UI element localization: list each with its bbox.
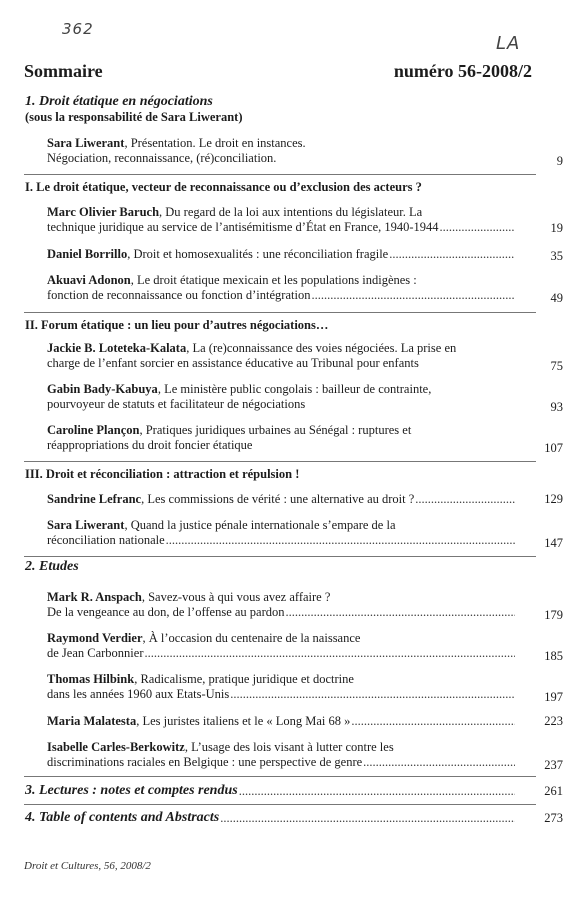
toc-entry[interactable] <box>47 740 563 772</box>
entry-title-line1: , Le droit étatique mexicain et les populations indigènes : <box>130 273 417 287</box>
entry-title-line2: discriminations raciales en Belgique : une perspective de genre <box>47 755 363 769</box>
entry-author: Jackie B. Loteteka-Kalata <box>47 341 187 355</box>
handwritten-initials: LA <box>496 33 521 54</box>
entry-title-line2: De la vengeance au don, de l’offense au pardon <box>47 605 285 619</box>
entry-title-line1: , Droit et homosexualités : une réconciliation fragile <box>127 247 389 261</box>
footer: Droit et Cultures, 56, 2008/2 <box>24 860 151 872</box>
handwritten-number: 362 <box>62 20 94 38</box>
part1-subtitle: (sous la responsabilité de Sara Liwerant) <box>25 110 243 124</box>
entry-author: Sara Liwerant <box>47 518 125 532</box>
entry-page: 261 <box>544 784 563 798</box>
entry-author: Sandrine Lefranc <box>47 492 142 506</box>
entry-title-line2: fonction de reconnaissance ou fonction d’intégration <box>47 288 311 302</box>
toc-entry[interactable] <box>47 492 563 507</box>
entry-author: Raymond Verdier <box>47 631 143 645</box>
entry-author: Mark R. Anspach <box>47 590 142 604</box>
entry-title-line1: , Quand la justice pénale internationale s’empare de la <box>124 518 396 532</box>
entry-page: 223 <box>544 714 563 728</box>
entry-title-line1: , Savez-vous à qui vous avez affaire ? <box>141 590 331 604</box>
entry-title-line2: de Jean Carbonnier <box>47 646 144 660</box>
entry-title-line1: , Radicalisme, pratique juridique et doctrine <box>134 672 354 686</box>
entry-page: 49 <box>550 291 563 305</box>
divider <box>24 174 536 175</box>
page-title: Sommaire <box>24 61 103 81</box>
entry-page: 197 <box>544 690 563 704</box>
entry-page: 185 <box>544 649 563 663</box>
entry-page: 129 <box>544 492 563 506</box>
entry-page: 147 <box>544 536 563 550</box>
dot-leader <box>286 605 515 620</box>
entry-page: 35 <box>550 249 563 263</box>
entry-title-line1: , Les commissions de vérité : une alternative au droit ? <box>141 492 415 506</box>
entry-title-line1: , Pratiques juridiques urbaines au Sénégal : ruptures et <box>139 423 412 437</box>
dot-leader <box>363 755 515 770</box>
section-1-title: I. Le droit étatique, vecteur de reconnaissance ou d’exclusion des acteurs ? <box>25 180 422 194</box>
toc-entry[interactable] <box>47 631 563 663</box>
dot-leader <box>351 714 515 729</box>
toc-entry[interactable] <box>47 518 563 550</box>
entry-title-line1: , À l’occasion du centenaire de la naissance <box>142 631 361 645</box>
entry-author: Daniel Borrillo <box>47 247 128 261</box>
divider <box>24 461 536 462</box>
entry-author: Akuavi Adonon <box>47 273 131 287</box>
entry-author: Isabelle Carles-Berkowitz <box>47 740 185 754</box>
entry-title-line2: dans les années 1960 aux Etats-Unis <box>47 687 230 701</box>
entry-title-line2: technique juridique au service de l’antisémitisme d’État en France, 1940-1944 <box>47 220 439 234</box>
dot-leader <box>311 288 515 303</box>
issue-number: numéro 56-2008/2 <box>393 61 532 81</box>
entry-page: 19 <box>550 221 563 235</box>
entry-title-line1: , Présentation. Le droit en instances. <box>124 136 306 150</box>
header <box>24 61 540 85</box>
toc-entry[interactable] <box>47 341 563 373</box>
toc-entry[interactable] <box>47 205 563 235</box>
toc-entry-intro[interactable] <box>47 136 563 168</box>
entry-page: 179 <box>544 608 563 622</box>
toc-entry[interactable] <box>47 423 563 455</box>
entry-author: Thomas Hilbink <box>47 672 135 686</box>
entry-author: Sara Liwerant <box>47 136 125 150</box>
divider <box>24 312 536 313</box>
entry-page: 237 <box>544 758 563 772</box>
dot-leader <box>220 811 515 826</box>
toc-entry-part4[interactable] <box>25 810 563 826</box>
entry-title-line1: , Du regard de la loi aux intentions du législateur. La <box>159 205 423 219</box>
entry-page: 107 <box>544 441 563 455</box>
entry-author: Maria Malatesta <box>47 714 137 728</box>
entry-title-line1: , La (re)connaissance des voies négociées. La prise en <box>186 341 457 355</box>
dot-leader <box>440 220 515 235</box>
entry-page: 273 <box>544 811 563 825</box>
section-3-title: III. Droit et réconciliation : attraction et répulsion ! <box>25 467 300 481</box>
toc-entry[interactable] <box>47 382 563 414</box>
entry-author: Marc Olivier Baruch <box>47 205 160 219</box>
entry-page: 75 <box>550 359 563 373</box>
entry-title-line2: charge de l’enfant sorcier en assistance éducative au Tribunal pour enfants <box>47 356 419 370</box>
toc-entry[interactable] <box>47 247 563 263</box>
section-2-title: II. Forum étatique : un lieu pour d’autres négociations… <box>25 318 329 332</box>
dot-leader <box>230 687 515 702</box>
entry-title-line1: , Les juristes italiens et le « Long Mai 68 » <box>136 714 351 728</box>
toc-entry[interactable] <box>47 590 563 622</box>
entry-title-line2: réconciliation nationale <box>47 533 165 547</box>
dot-leader <box>239 784 515 799</box>
part1-title: 1. Droit étatique en négociations <box>25 94 213 109</box>
divider <box>24 804 536 805</box>
toc-entry[interactable] <box>47 273 563 305</box>
toc-entry[interactable] <box>47 672 563 704</box>
entry-page: 93 <box>550 400 563 414</box>
part2-title: 2. Etudes <box>25 559 79 574</box>
part3-title: 3. Lectures : notes et comptes rendus <box>25 783 238 798</box>
divider <box>24 556 536 557</box>
entry-author: Caroline Plançon <box>47 423 140 437</box>
dot-leader <box>415 492 515 507</box>
entry-title-line1: , L’usage des lois visant à lutter contre les <box>184 740 394 754</box>
entry-title-line1: , Le ministère public congolais : bailleur de contrainte, <box>157 382 432 396</box>
dot-leader <box>145 646 516 661</box>
dot-leader <box>166 533 515 548</box>
entry-title-line2: Négociation, reconnaissance, (ré)conciliation. <box>47 151 277 165</box>
part4-title: 4. Table of contents and Abstracts <box>25 810 220 825</box>
entry-title-line2: réappropriations du droit foncier étatique <box>47 438 253 452</box>
dot-leader <box>389 247 515 262</box>
divider <box>24 776 536 777</box>
entry-title-line2: pourvoyeur de statuts et facilitateur de négociations <box>47 397 306 411</box>
entry-page: 9 <box>556 154 563 168</box>
entry-author: Gabin Bady-Kabuya <box>47 382 158 396</box>
toc-entry-part3[interactable] <box>25 783 563 799</box>
toc-entry[interactable] <box>47 714 563 729</box>
